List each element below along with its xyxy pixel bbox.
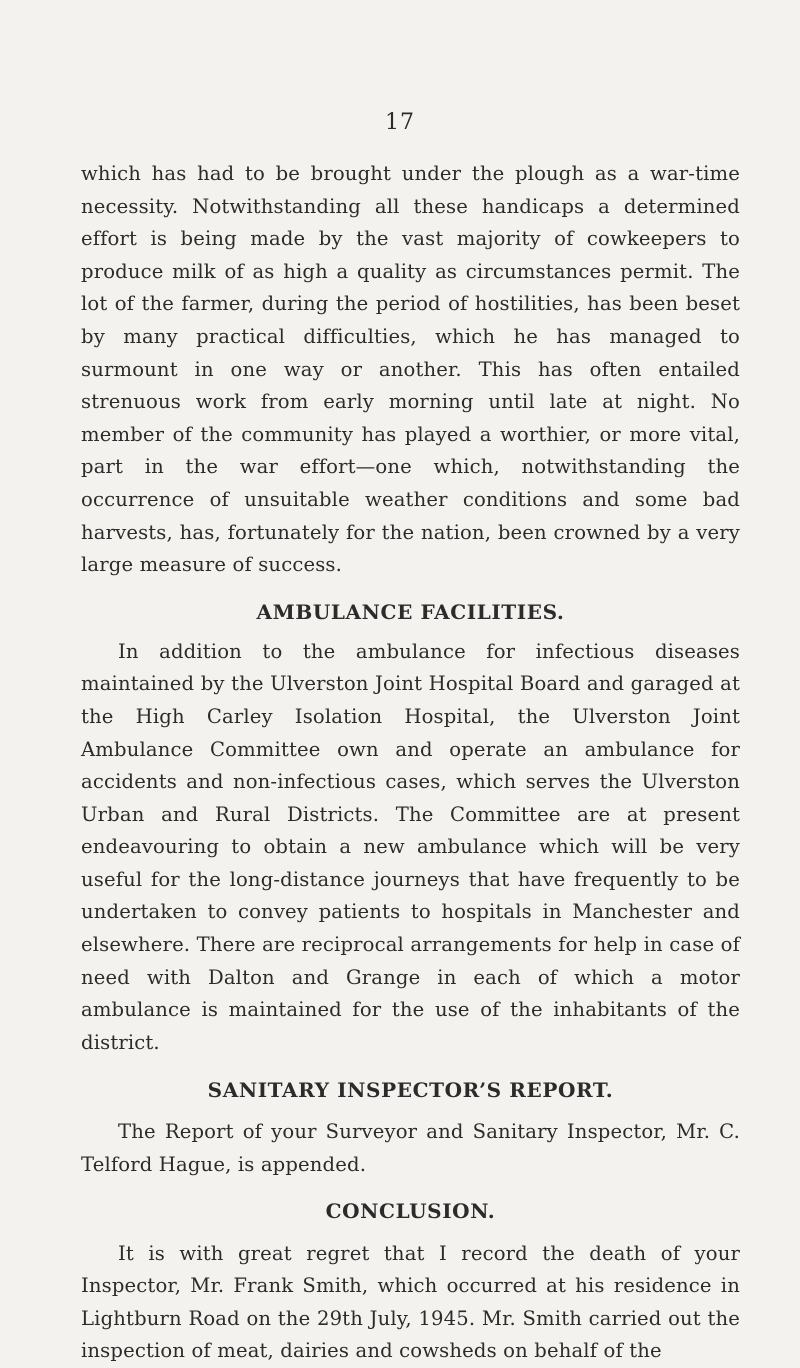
sanitary-inspector-report-heading: SANITARY INSPECTOR’S REPORT. (207, 1078, 614, 1103)
page-content (81, 158, 740, 1368)
ambulance-facilities-paragraph: In addition to the ambulance for infectious diseases maintained by the Ulverston Joint Hospital Board and garaged at the High Carley Isolation Hospital, the Ulverston Joint Ambulance Committee own and operate an ambulance for accidents and non-infectious cases, which serves the Ulverston Urban and Rural Districts. The Committee are at present endeavouring to obtain a new ambulance which will be very useful for the long-distance journeys that have frequently to be undertaken to convey patients to hospitals in Manchester and elsewhere. There are reciprocal arrangements for help in case of need with Dalton and Grange in each of which a motor ambulance is maintained for the use of the inhabitants of the district. (81, 639, 740, 1054)
page-number: 17 (385, 110, 415, 135)
ambulance-facilities-heading: AMBULANCE FACILITIES. (256, 599, 565, 624)
conclusion-heading: CONCLUSION. (325, 1198, 496, 1223)
sanitary-inspector-report-paragraph: The Report of your Surveyor and Sanitary Inspector, Mr. C. Telford Hague, is appended. (81, 1120, 740, 1177)
conclusion-paragraph: It is with great regret that I record the death of your Inspector, Mr. Frank Smith, which occurred at his residence in Lightburn Road on the 29th July, 1945. Mr. Smith carried out the inspection of meat, dairies and cowsheds on behalf of the (81, 1241, 740, 1363)
intro-paragraph: which has had to be brought under the plough as a war-time necessity. Notwithstanding all these handicaps a determined effort is being made by the vast majority of cowkeepers to produce milk of as high a quality as circumstances permit. The lot of the farmer, during the period of hostilities, has been beset by many practical difficulties, which he has managed to surmount in one way or another. This has often entailed strenuous work from early morning until late at night. No member of the community has played a worthier, or more vital, part in the war effort—one which, notwithstanding the occurrence of unsuitable weather conditions and some bad harvests, has, fortunately for the nation, been crowned by a very large measure of success. (81, 162, 740, 577)
